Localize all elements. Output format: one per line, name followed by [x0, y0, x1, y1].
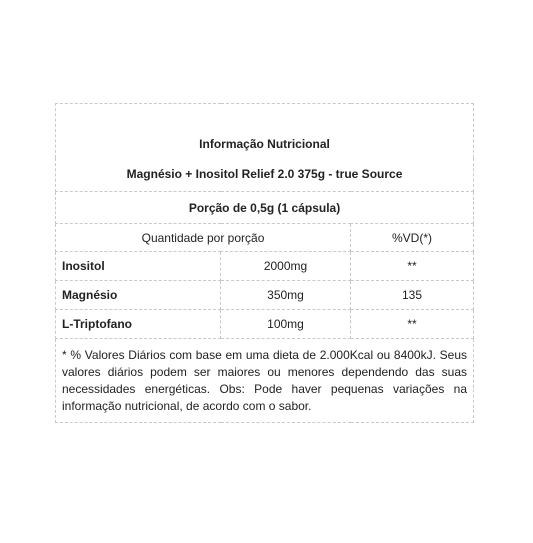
table-row	[56, 310, 474, 339]
nutrient-vd: **	[351, 252, 474, 281]
column-header-vd: %VD(*)	[351, 224, 474, 252]
table-row	[56, 252, 474, 281]
nutrient-amount: 350mg	[221, 281, 351, 310]
nutrient-name: L-Triptofano	[56, 310, 221, 339]
table-row	[56, 281, 474, 310]
portion-size: Porção de 0,5g (1 cápsula)	[56, 192, 474, 224]
nutrition-table	[55, 103, 474, 423]
product-row	[56, 158, 474, 192]
column-header-quantity: Quantidade por porção	[56, 224, 351, 252]
nutrient-name: Magnésio	[56, 281, 221, 310]
portion-row	[56, 192, 474, 224]
column-header-row	[56, 224, 474, 252]
nutrient-amount: 100mg	[221, 310, 351, 339]
nutrient-name: Inositol	[56, 252, 221, 281]
nutrient-amount: 2000mg	[221, 252, 351, 281]
nutrient-vd: **	[351, 310, 474, 339]
footnote: * % Valores Diários com base em uma dieta de 2.000Kcal ou 8400kJ. Seus valores diários podem ser maiores ou menores dependendo das suas necessidades energéticas. Obs: Pode haver pequenas variações na informação nutricional, de acordo com o sabor.	[56, 339, 474, 423]
title-row	[56, 104, 474, 158]
nutrient-vd: 135	[351, 281, 474, 310]
product-name: Magnésio + Inositol Relief 2.0 375g - true Source	[56, 158, 474, 192]
footnote-row	[56, 339, 474, 423]
table-title: Informação Nutricional	[56, 104, 474, 158]
